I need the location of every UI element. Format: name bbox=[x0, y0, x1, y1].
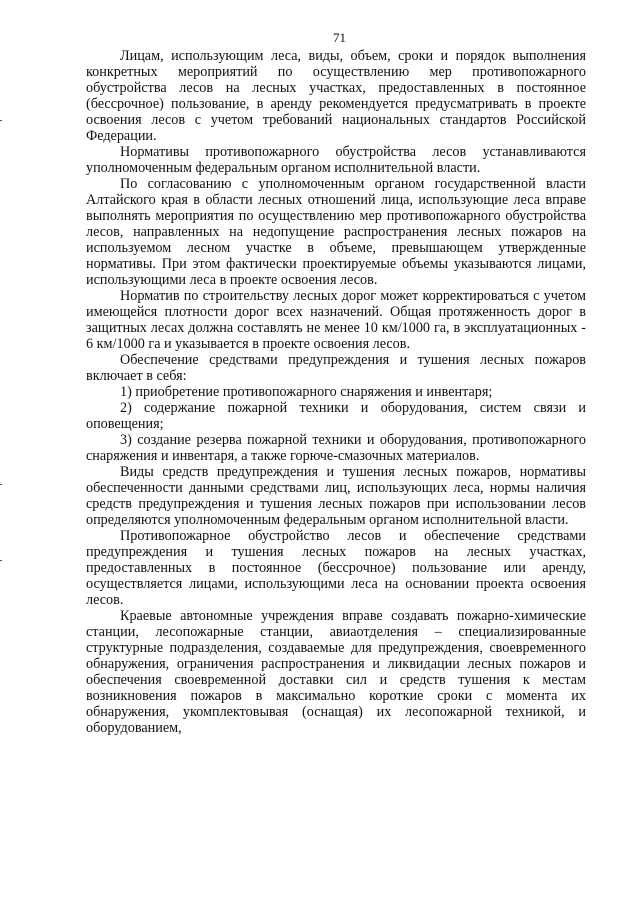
paragraph-forest-roads-standard: Норматив по строительству лесных дорог может корректироваться с учетом имеющейся плотности дорог всех назначений. Общая протяженность дорог в защитных лесах должна составлять не менее 10 км/1000 га, в эксплуатационных - 6 км/1000 га и указывается в проекте освоения лесов. bbox=[86, 288, 586, 352]
page-number: 71 bbox=[333, 30, 346, 45]
paragraph-altai-agreement: По согласованию с уполномоченным органом государственной власти Алтайского края в области лесных отношений лица, использующие леса вправе выполнять мероприятия по осуществлению мер противопожарного обустройства лесов, направленных на недопущение распространения лесных пожаров на используемом лесном участке в объеме, превышающем утвержденные нормативы. При этом фактически проектируемые объемы указываются лицами, использующими леса в проекте освоения лесов. bbox=[86, 176, 586, 288]
scan-edge-mark bbox=[0, 120, 2, 121]
paragraph-fire-standards-authority: Нормативы противопожарного обустройства лесов устанавливаются уполномоченным федеральным органом исполнительной власти. bbox=[86, 144, 586, 176]
paragraph-forest-users-fire-measures: Лицам, использующим леса, виды, объем, сроки и порядок выполнения конкретных мероприятий по осуществлению мер противопожарного обустройства лесов на лесных участках, предоставленных в постоянное (бессрочное) пользование, в аренду рекомендуется предусматривать в проекте освоения лесов с учетом требований национальных стандартов Российской Федерации. bbox=[86, 48, 586, 144]
paragraph-regional-institutions: Краевые автономные учреждения вправе создавать пожарно-химические станции, лесопожарные станции, авиаотделения – специализированные структурные подразделения, создаваемые для предупреждения, своевременного обнаружения, ограничения распространения и ликвидации лесных пожаров и обеспечения своевременной доставки сил и средств тушения к местам возникновения пожаров в максимально короткие сроки с момента их обнаружения, укомплектовывая (оснащая) их лесопожарной техникой, и оборудованием, bbox=[86, 608, 586, 736]
document-body bbox=[86, 48, 586, 736]
scan-edge-mark bbox=[0, 560, 2, 561]
list-item-3: 3) создание резерва пожарной техники и оборудования, противопожарного снаряжения и инвентаря, а также горюче-смазочных материалов. bbox=[86, 432, 586, 464]
list-item-1: 1) приобретение противопожарного снаряжения и инвентаря; bbox=[120, 384, 493, 400]
paragraph-means-norms: Виды средств предупреждения и тушения лесных пожаров, нормативы обеспеченности данными средствами лиц, использующих леса, нормы наличия средств предупреждения и тушения лесных пожаров при использовании лесов определяются уполномоченным федеральным органом исполнительной власти. bbox=[86, 464, 586, 528]
paragraph-fire-means-intro: Обеспечение средствами предупреждения и тушения лесных пожаров включает в себя: bbox=[86, 352, 586, 384]
paragraph-fire-arrangement-basis: Противопожарное обустройство лесов и обеспечение средствами предупреждения и тушения лесных пожаров на лесных участках, предоставленных в постоянное (бессрочное) пользование или аренду, осуществляется лицами, использующими леса на основании проекта освоения лесов. bbox=[86, 528, 586, 608]
list-item-2: 2) содержание пожарной техники и оборудования, систем связи и оповещения; bbox=[86, 400, 586, 432]
scan-edge-mark bbox=[0, 484, 2, 485]
